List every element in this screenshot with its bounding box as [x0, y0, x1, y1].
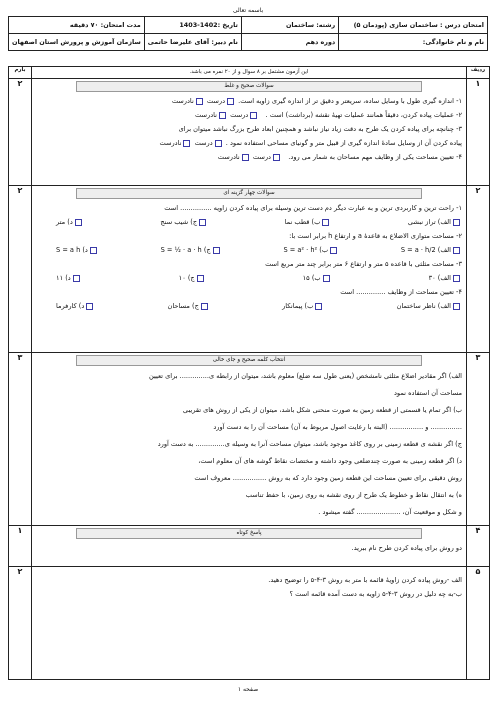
question-number: ۲ [466, 186, 489, 352]
duration-label: مدت امتحان: ۷۰ دقیقه [9, 17, 145, 34]
question-text: ب-به چه دلیل در روش ۳-۴-۵ زاویه به دست آمده قائمه است ؟ [289, 590, 462, 598]
option: ب) پیمانکار [282, 299, 324, 313]
blank-line: و شکل و موقعیت آن، ..................... گفته میشود . [318, 508, 462, 516]
option: د) ۱۱ [56, 271, 82, 285]
statement: ۴- تعیین مساحت یکی از وظایف مهم مساحان به شمار می رود. درست نادرست [217, 153, 462, 161]
section-title: انتخاب کلمه صحیح و جای خالی [76, 355, 422, 366]
option: ج) S = ½ · a · h [161, 243, 222, 257]
section-title: پاسخ کوتاه [76, 528, 422, 539]
field-label: رشته: ساختمان [241, 17, 338, 34]
question-2-row [9, 185, 489, 352]
grade-label: دوره دهم [241, 34, 338, 51]
score-header: بارم [9, 67, 32, 78]
question-1-row [9, 78, 489, 185]
false-checkbox[interactable] [196, 98, 203, 105]
option-checkbox[interactable] [75, 219, 82, 226]
blank-line: مساحت آن استفاده نمود [393, 389, 462, 397]
option-checkbox[interactable] [322, 219, 329, 226]
question-text: ۴- تعیین مساحت از وظایف .............. است [340, 288, 462, 296]
option: الف) تراز نبشی [408, 215, 462, 229]
true-checkbox[interactable] [250, 112, 257, 119]
blank-line: ............... و ................ (البته با رعایت اصول مربوط به آن) مساحت آن را به دست آورد [213, 423, 462, 431]
blank-line: روش دقیقی برای تعیین مساحت این قطعه زمین وجود دارد که به روش ................ معروف است [194, 474, 462, 482]
question-5-row [9, 566, 489, 679]
option-checkbox[interactable] [453, 303, 460, 310]
option: ب) S = a² · h² [283, 243, 339, 257]
option: د) کارفرما [56, 299, 95, 313]
statement: ۱- اندازه گیری طول با وسایل ساده، سریعتر و دقیق تر از اندازه گیری زاویه است. درست نادرست [171, 97, 462, 105]
blank-line: ج) اگر نقشه ی قطعه زمینی بر روی کاغذ موجود باشد، میتوان مساحت آنرا به وسیله ی.............. به دست آورد [157, 440, 462, 448]
option-checkbox[interactable] [330, 247, 337, 254]
question-body [32, 79, 466, 185]
option-checkbox[interactable] [86, 303, 93, 310]
statement: ۲- عملیات پیاده کردن، دقیقاً همانند عملیات تهیهٔ نقشه (برداشت) است . درست نادرست [195, 111, 462, 119]
option-checkbox[interactable] [453, 247, 460, 254]
option: ب) ۱۵ [303, 271, 332, 285]
blank-line: د) اگر قطعه زمینی به صورت چندضلعی وجود داشته و مختصات نقاط گوشه های آن معلوم است، [198, 457, 462, 465]
question-number: ۴ [466, 526, 489, 566]
option-checkbox[interactable] [453, 275, 460, 282]
statement: ۳- چنانچه برای پیاده کردن یک طرح به دقت زیاد نیاز نباشد و همچنین ابعاد طرح بزرگ نباشد میتوان برای [178, 125, 462, 133]
table-header-row [9, 67, 489, 78]
teacher-label: نام دبیر: آقای علیرضا حاتمی [144, 34, 241, 51]
options [36, 299, 462, 313]
lesson-title: امتحان درس : ساختمان سازی (پودمان ۵) [339, 17, 488, 34]
question-text: ۲- مساحت متوازی الاضلاع به قاعدهٔ a و ارتفاع h برابر است با: [289, 232, 462, 240]
option: ج) ۱۰ [179, 271, 206, 285]
option: د) S = a h [56, 243, 99, 257]
options [36, 243, 462, 257]
question-text: ۳- مساحت مثلثی با قاعده ۵ متر و ارتفاع ۶ متر برابر چند متر مربع است [265, 260, 462, 268]
option-checkbox[interactable] [201, 303, 208, 310]
option: الف) S = a · h/2 [401, 243, 462, 257]
option: الف) ناظر ساختمان [397, 299, 462, 313]
question-score: ۲ [9, 186, 32, 352]
question-table [8, 66, 490, 680]
option-checkbox[interactable] [323, 275, 330, 282]
false-checkbox[interactable] [219, 112, 226, 119]
false-checkbox[interactable] [183, 140, 190, 147]
option-checkbox[interactable] [197, 275, 204, 282]
false-checkbox[interactable] [242, 154, 249, 161]
question-text: دو روش برای پیاده کردن طرح نام ببرید. [351, 544, 462, 552]
blank-line: ب) اگر تمام یا قسمتی از قطعه زمین به صورت منحنی شکل باشد، میتوان از یکی از روش های تقریبی [182, 406, 462, 414]
question-body [32, 353, 466, 525]
row-header: ردیف [466, 67, 489, 78]
statement: پیاده کردن آن از وسایل سادهٔ اندازه گیری از قبیل متر و گونیای مساحی استفاده نمود . درست نادرست [159, 139, 462, 147]
exam-page [8, 6, 488, 696]
question-number: ۵ [466, 567, 489, 679]
option-checkbox[interactable] [213, 247, 220, 254]
blank-line: الف) اگر مقادیر اضلاع مثلثی نامشخص (یعنی طول سه ضلع) معلوم باشد، میتوان از رابطه ی.............. برای تعیین [148, 372, 462, 380]
option: الف) ۳۰ [429, 271, 462, 285]
true-checkbox[interactable] [215, 140, 222, 147]
option-checkbox[interactable] [315, 303, 322, 310]
option: ب) قطب نما [285, 215, 332, 229]
question-3-row [9, 352, 489, 525]
page-number: صفحه ۱ [237, 686, 259, 693]
date-label: تاریخ :1402-1403 [144, 17, 241, 34]
question-text: ۱- راحت ترین و کاربردی ترین و به عبارت دیگر دم دست ترین وسیله برای پیاده کردن زاویه ............... است [164, 204, 462, 212]
question-4-row [9, 525, 489, 566]
question-body [32, 526, 466, 566]
question-score: ۲ [9, 79, 32, 185]
option: ج) مساحان [168, 299, 210, 313]
true-checkbox[interactable] [273, 154, 280, 161]
question-score: ۳ [9, 353, 32, 525]
question-body [32, 567, 466, 679]
option-checkbox[interactable] [90, 247, 97, 254]
options [36, 215, 462, 229]
question-number: ۳ [466, 353, 489, 525]
question-number: ۱ [466, 79, 489, 185]
option-checkbox[interactable] [199, 219, 206, 226]
org-label: سازمان آموزش و پرورش استان اصفهان [9, 34, 145, 51]
exam-header [8, 16, 488, 51]
question-score: ۲ [9, 567, 32, 679]
true-checkbox[interactable] [227, 98, 234, 105]
blank-line: ه) به انتقال نقاط و خطوط یک طرح از روی نقشه به روی زمین، با حفظ تناسب [245, 491, 462, 499]
question-body [32, 186, 466, 352]
question-text: الف -روش پیاده کردن زاویهٔ قائمه با متر به روش ۳-۴-۵ را توضیح دهید. [268, 576, 462, 584]
student-name-field[interactable]: نام و نام خانوادگی: [339, 34, 488, 51]
option: د) متر [56, 215, 84, 229]
options [36, 271, 462, 285]
option-checkbox[interactable] [453, 219, 460, 226]
option-checkbox[interactable] [73, 275, 80, 282]
exam-note: این آزمون مشتمل بر ۸ سوال و از ۲۰ نمره می باشد. [189, 69, 309, 75]
option: ج) شیب سنج [160, 215, 208, 229]
section-title: سوالات چهار گزینه ای [76, 188, 422, 199]
question-score: ۱ [9, 526, 32, 566]
bismillah: باسمه تعالی [232, 7, 264, 14]
section-title: سوالات صحیح و غلط [76, 81, 422, 92]
